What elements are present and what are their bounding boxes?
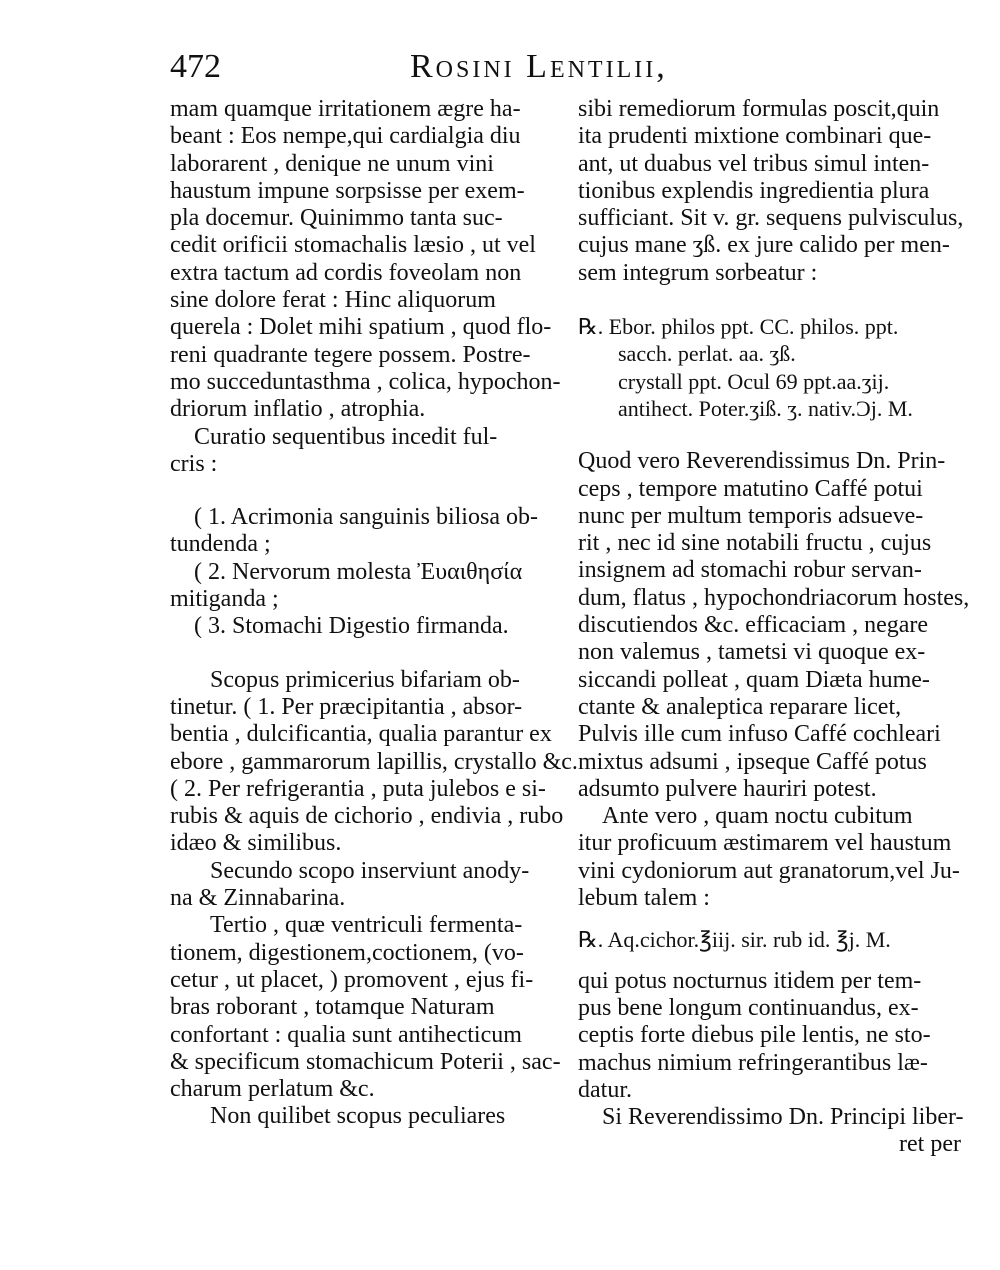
paragraph	[578, 96, 964, 287]
text-line: reni quadrante tegere possem. Postre-	[170, 341, 531, 368]
text-line: sibi remediorum formulas poscit,quin	[578, 96, 940, 122]
text-line: bentia , dulcificantia, qualia parantur ex	[170, 721, 552, 748]
text-line: pla docemur. Quinimmo tanta suc-	[170, 205, 503, 232]
paragraph	[170, 96, 561, 478]
text-line: insignem ad stomachi robur servan-	[578, 557, 922, 584]
page-header	[170, 40, 960, 100]
prescription-line: crystall ppt. Ocul 69 ppt.aa.ʒij.	[618, 368, 890, 394]
text-line: ceps , tempore matutino Caffé potui	[578, 475, 923, 502]
text-line: nunc per multum temporis adsueve-	[578, 502, 924, 529]
curatio-list	[170, 504, 548, 640]
text-line: mam quamque irritationem ægre ha-	[170, 96, 521, 122]
text-line: sine dolore ferat : Hinc aliquorum	[170, 287, 496, 314]
text-line: extra tactum ad cordis foveolam non	[170, 259, 522, 286]
text-line: Pulvis ille cum infuso Caffé cochleari	[578, 721, 941, 748]
text-line: Quod vero Reverendissimus Dn. Prin-	[578, 448, 946, 475]
text-line: lebum talem :	[578, 885, 710, 912]
text-line: machus nimium refringerantibus læ-	[578, 1049, 928, 1076]
text-line: cris :	[170, 450, 218, 477]
paragraph	[578, 967, 964, 1159]
text-line: querela : Dolet mihi spatium , quod flo-	[170, 314, 552, 341]
text-line: mo succeduntasthma , colica, hypochon-	[170, 368, 561, 395]
text-line: sem integrum sorbeatur :	[578, 259, 818, 286]
text-line: Secundo scopo inserviunt anody-	[210, 857, 530, 884]
text-line: dum, flatus , hypochondriacorum hostes,	[578, 584, 970, 611]
text-line: Ante vero , quam noctu cubitum	[602, 803, 913, 830]
text-line: mixtus adsumi , ipseque Caffé potus	[578, 748, 927, 775]
text-line: tinetur. ( 1. Per præcipitantia , absor-	[170, 693, 523, 720]
text-line: rubis & aquis de cichorio , endivia , rubo	[170, 803, 564, 830]
prescription-line: antihect. Poter.ʒiß. ʒ. nativ.Ɔj. M.	[618, 395, 913, 421]
list-item: ( 1. Acrimonia sanguinis biliosa ob-	[194, 504, 538, 531]
text-line: haustum impune sorpsisse per exem-	[170, 177, 525, 204]
text-line: qui potus nocturnus itidem per tem-	[578, 967, 922, 994]
text-line: bras roborant , totamque Naturam	[170, 994, 495, 1021]
text-line: na & Zinnabarina.	[170, 885, 346, 912]
text-line: driorum inflatio , atrophia.	[170, 396, 426, 423]
text-line: ant, ut duabus vel tribus simul inten-	[578, 150, 930, 177]
list-item: ( 2. Nervorum molesta Ἐυαιθησία	[194, 558, 523, 585]
text-line: discutiendos &c. efficaciam , negare	[578, 612, 929, 639]
catchword: ret per	[899, 1131, 961, 1158]
text-line: beant : Eos nempe,qui cardialgia diu	[170, 123, 521, 150]
text-line: tionibus explendis ingredientia plura	[578, 177, 930, 204]
text-line: Tertio , quæ ventriculi fermenta-	[210, 912, 523, 939]
text-line: datur.	[578, 1076, 632, 1103]
text-line: mitiganda ;	[170, 586, 279, 613]
text-line: ita prudenti mixtione combinari que-	[578, 123, 932, 150]
page-number: 472	[170, 48, 221, 85]
text-line: Non quilibet scopus peculiares	[210, 1103, 506, 1130]
text-line: ctante & analeptica reparare licet,	[578, 693, 902, 720]
prescription-block	[578, 313, 961, 422]
text-line: idæo & similibus.	[170, 830, 342, 857]
text-line: tundenda ;	[170, 531, 271, 558]
left-column	[170, 96, 578, 1131]
prescription-line: ℞. Ebor. philos ppt. CC. philos. ppt.	[578, 314, 899, 340]
text-line: pus bene longum continuandus, ex-	[578, 994, 919, 1021]
paragraph	[578, 448, 970, 912]
right-column	[578, 96, 970, 1159]
text-line: laborarent , denique ne unum vini	[170, 150, 494, 177]
prescription-line: sacch. perlat. aa. ʒß.	[618, 341, 796, 367]
text-line: Si Reverendissimo Dn. Principi liber-	[602, 1104, 964, 1131]
text-line: adsumto pulvere hauriri potest.	[578, 775, 877, 802]
prescription-block	[578, 926, 961, 953]
text-line: ceptis forte diebus pile lentis, ne sto-	[578, 1022, 931, 1049]
text-line: cujus mane ʒß. ex jure calido per men-	[578, 232, 950, 259]
paragraph	[170, 666, 578, 1131]
text-line: rit , nec id sine notabili fructu , cujus	[578, 530, 932, 557]
text-line: vini cydoniorum aut granatorum,vel Ju-	[578, 857, 960, 884]
text-line: non valemus , tametsi vi quoque ex-	[578, 639, 926, 666]
text-line: itur proficuum æstimarem vel haustum	[578, 830, 952, 857]
text-line: siccandi polleat , quam Diæta hume-	[578, 666, 930, 693]
running-title: Rosini Lentilii,	[410, 48, 668, 85]
text-line: cedit orificii stomachalis læsio , ut vel	[170, 232, 536, 259]
text-line: confortant : qualia sunt antihecticum	[170, 1021, 522, 1048]
text-line: cetur , ut placet, ) promovent , ejus fi-	[170, 966, 534, 993]
list-item: ( 3. Stomachi Digestio firmanda.	[194, 613, 509, 640]
text-line: ebore , gammarorum lapillis, crystallo &c.	[170, 748, 578, 775]
text-line: tionem, digestionem,coctionem, (vo-	[170, 939, 524, 966]
text-line: Curatio sequentibus incedit ful-	[194, 423, 498, 450]
text-line: & specificum stomachicum Poterii , sac-	[170, 1048, 561, 1075]
text-line: ( 2. Per refrigerantia , puta julebos e si-	[170, 775, 546, 802]
text-line: charum perlatum &c.	[170, 1076, 375, 1103]
text-line: Scopus primicerius bifariam ob-	[210, 666, 520, 693]
text-line: sufficiant. Sit v. gr. sequens pulvisculus,	[578, 205, 964, 232]
prescription-line: ℞. Aq.cichor.℥iij. sir. rub id. ℥j. M.	[578, 927, 891, 953]
